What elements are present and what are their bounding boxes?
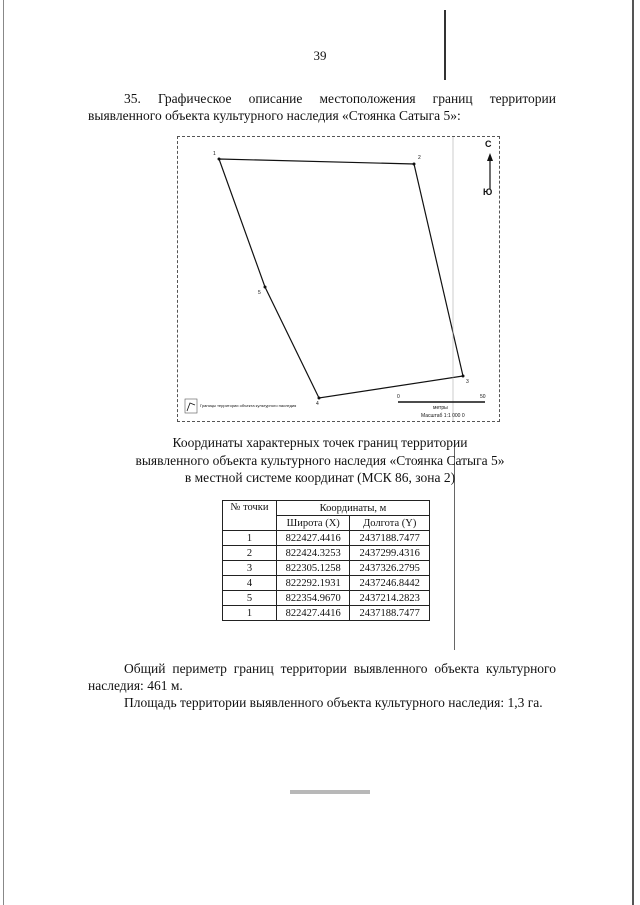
cell-y: 2437214.2823 <box>350 591 430 606</box>
boundary-point <box>264 286 267 289</box>
boundary-plan <box>178 137 499 421</box>
table-caption <box>0 434 640 487</box>
point-label: 3 <box>466 379 469 385</box>
scale-unit: метры <box>433 405 448 411</box>
table-row <box>223 591 430 606</box>
cell-x: 822427.4416 <box>276 531 350 546</box>
boundary-polygon <box>219 159 463 398</box>
cell-x: 822427.4416 <box>276 606 350 621</box>
cell-y: 2437326.2795 <box>350 561 430 576</box>
coordinates-table <box>222 500 430 621</box>
cell-y: 2437188.7477 <box>350 606 430 621</box>
cell-n: 2 <box>223 546 277 561</box>
header-y: Долгота (Y) <box>350 516 430 531</box>
perimeter-text: Общий периметр границ территории выявленного объекта культурного наследия: 461 м. <box>88 661 556 693</box>
table-row <box>223 606 430 621</box>
point-label: 5 <box>258 290 261 296</box>
boundary-point <box>218 158 221 161</box>
area-text: Площадь территории выявленного объекта культурного наследия: 1,3 га. <box>124 695 543 710</box>
scale-start: 0 <box>397 394 400 400</box>
point-label: 1 <box>213 151 216 157</box>
scan-artifact <box>444 10 446 80</box>
table-row <box>223 561 430 576</box>
cell-n: 3 <box>223 561 277 576</box>
cell-n: 1 <box>223 531 277 546</box>
scale-end: 50 <box>480 394 486 400</box>
caption-line: выявленного объекта культурного наследия «Стоянка Сатыга 5» <box>135 452 505 468</box>
caption-line: Координаты характерных точек границ территории <box>172 435 468 450</box>
caption-line: в местной системе координат (МСК 86, зона 2) <box>184 470 456 485</box>
boundary-point <box>413 163 416 166</box>
site-map <box>177 136 500 422</box>
north-label: С <box>485 139 492 149</box>
page-number: 39 <box>313 48 327 63</box>
point-label: 4 <box>316 401 319 407</box>
header-point: № точки <box>223 501 277 531</box>
cell-x: 822292.1931 <box>276 576 350 591</box>
scale-text: Масштаб 1:1 000 0 <box>421 413 465 419</box>
cell-n: 5 <box>223 591 277 606</box>
table-row <box>223 546 430 561</box>
boundary-point <box>318 397 321 400</box>
header-x: Широта (X) <box>276 516 350 531</box>
map-legend-text: Границы территории объекта культурного наследия <box>200 403 297 408</box>
cell-y: 2437188.7477 <box>350 531 430 546</box>
cell-y: 2437299.4316 <box>350 546 430 561</box>
cell-n: 1 <box>223 606 277 621</box>
cell-y: 2437246.8442 <box>350 576 430 591</box>
cell-x: 822424.3253 <box>276 546 350 561</box>
cell-n: 4 <box>223 576 277 591</box>
south-label: Ю <box>483 187 493 197</box>
cell-x: 822305.1258 <box>276 561 350 576</box>
point-label: 2 <box>418 155 421 161</box>
header-coords: Координаты, м <box>276 501 429 516</box>
boundary-point <box>462 375 465 378</box>
section-heading: 35. Графическое описание местоположения границ территории выявленного объекта культурного наследия «Стоянка Сатыга 5»: <box>88 91 556 123</box>
cell-x: 822354.9670 <box>276 591 350 606</box>
table-row <box>223 531 430 546</box>
stamp-mark <box>290 790 370 794</box>
table-row <box>223 576 430 591</box>
